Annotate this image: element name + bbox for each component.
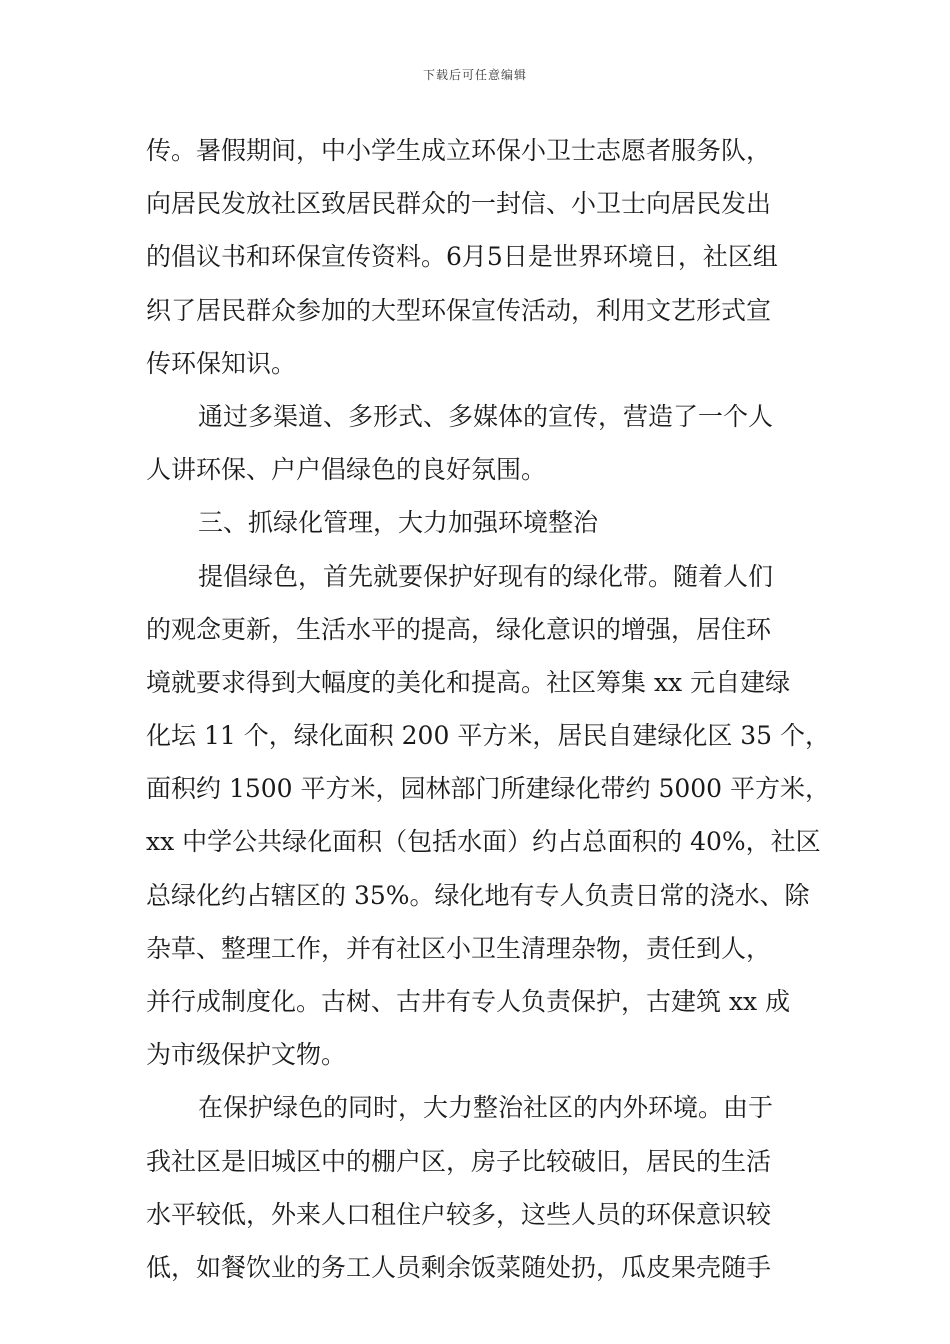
text-line: 水平较低，外来人口租住户较多，这些人员的环保意识较	[146, 1199, 772, 1229]
text-line: 传环保知识。	[146, 348, 297, 378]
paragraph-first-line: 在保护绿色的同时，大力整治社区的内外环境。由于	[198, 1093, 774, 1123]
text-line: 并行成制度化。古树、古井有专人负责保护，古建筑 xx 成	[146, 987, 791, 1016]
text-line: 向居民发放社区致居民群众的一封信、小卫士向居民发出	[146, 189, 772, 219]
section-heading: 三、抓绿化管理，大力加强环境整治	[198, 508, 599, 538]
text-line: 杂草、整理工作，并有社区小卫生清理杂物，责任到人，	[146, 933, 772, 963]
text-line: 为市级保护文物。	[146, 1040, 347, 1070]
text-line: 低，如餐饮业的务工人员剩余饭菜随处扔，瓜皮果壳随手	[146, 1252, 772, 1282]
paragraph-first-line: 通过多渠道、多形式、多媒体的宣传，营造了一个人	[198, 401, 774, 431]
page-header: 下载后可任意编辑	[422, 68, 527, 82]
paragraph-first-line: 提倡绿色，首先就要保护好现有的绿化带。随着人们	[198, 561, 774, 591]
text-line: 的观念更新，生活水平的提高，绿化意识的增强，居住环	[146, 614, 772, 644]
text-line: 化坛 11 个，绿化面积 200 平方米，居民自建绿化区 35 个，	[146, 721, 831, 751]
text-line: 面积约 1500 平方米，园林部门所建绿化带约 5000 平方米，	[146, 774, 831, 804]
text-line: 传。暑假期间，中小学生成立环保小卫士志愿者服务队，	[146, 136, 772, 165]
document-body	[146, 124, 831, 1294]
text-line: 境就要求得到大幅度的美化和提高。社区筹集 xx 元自建绿	[146, 667, 791, 697]
text-line: 织了居民群众参加的大型环保宣传活动，利用文艺形式宣	[146, 295, 772, 325]
text-line: 人讲环保、户户倡绿色的良好氛围。	[146, 455, 547, 485]
text-line: 总绿化约占辖区的 35%。绿化地有专人负责日常的浇水、除	[146, 880, 810, 910]
text-line: 我社区是旧城区中的棚户区，房子比较破旧，居民的生活	[146, 1146, 772, 1176]
text-line: xx 中学公共绿化面积（包括水面）约占总面积的 40%，社区	[146, 827, 821, 857]
text-line: 的倡议书和环保宣传资料。6月5日是世界环境日，社区组	[146, 242, 778, 272]
